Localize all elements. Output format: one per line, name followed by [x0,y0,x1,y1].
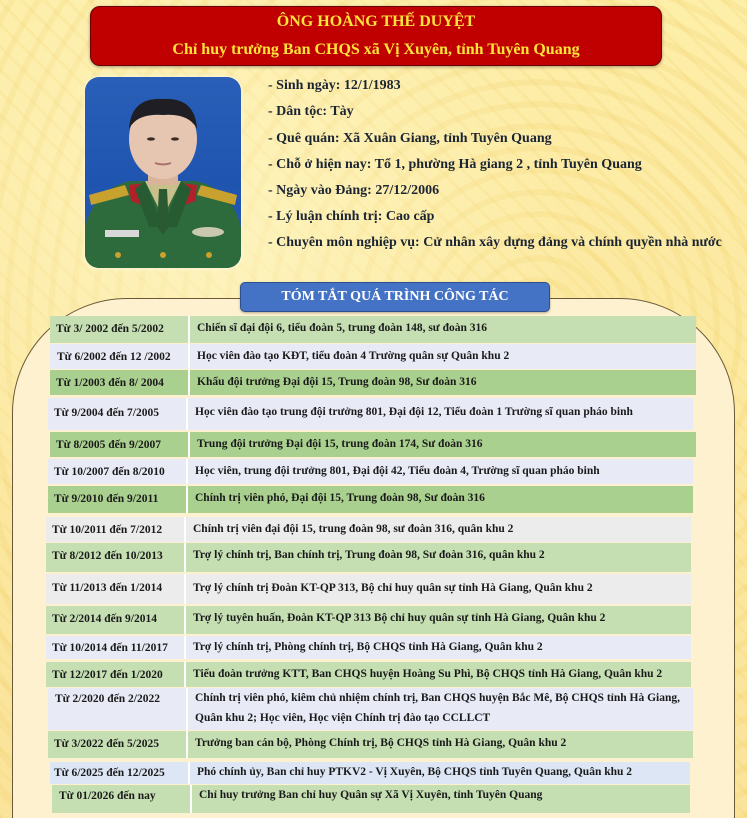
career-row [46,543,691,572]
career-row [48,459,693,484]
career-role-continued: Quân khu 2; Học viên, Học viện Chính trị đào tạo CCLLCT [195,712,491,724]
career-period: Từ 10/2014 đến 11/2017 [46,636,186,659]
career-period: Từ 2/2020 đến 2/2022 [48,688,188,730]
career-role: Chiến sĩ đại đội 6, tiểu đoàn 5, trung đoàn 148, sư đoàn 316 [197,322,487,334]
career-row [50,762,690,784]
career-period: Từ 9/2004 đến 7/2005 [48,398,188,430]
career-role: Học viên, trung đội trưởng 801, Đại đội 42, Tiểu đoàn 4, Trường sĩ quan pháo binh [195,465,600,477]
career-role: Trợ lý chính trị, Phòng chính trị, Bộ CHQS tỉnh Hà Giang, Quân khu 2 [193,641,543,653]
career-period: Từ 1/2003 đến 8/ 2004 [50,370,190,395]
career-role-multiline [188,688,693,730]
detail-political-theory: - Lý luận chính trị: Cao cấp [268,209,435,224]
career-role: Học viên đào tạo KĐT, tiểu đoàn 4 Trường quân sự Quân khu 2 [197,350,510,362]
career-row [46,662,691,687]
career-role: Trợ lý tuyên huấn, Đoàn KT-QP 313 Bộ chỉ huy quân sự tỉnh Hà Giang, Quân khu 2 [193,612,606,624]
career-period: Từ 01/2026 đến nay [52,785,192,813]
career-role: Trưởng ban cán bộ, Phòng Chính trị, Bộ CHQS tỉnh Hà Giang, Quân khu 2 [195,737,567,749]
career-period: Từ 2/2014 đến 9/2014 [46,606,186,634]
detail-residence: - Chỗ ở hiện nay: Tổ 1, phường Hà giang 2 , tỉnh Tuyên Quang [268,157,642,172]
career-period: Từ 10/2011 đến 7/2012 [46,517,186,542]
career-period: Từ 12/2017 đến 1/2020 [46,662,186,687]
career-row [52,785,690,813]
career-role: Chỉ huy trưởng Ban chỉ huy Quân sự Xã Vị Xuyên, tỉnh Tuyên Quang [199,789,543,801]
career-role: Trợ lý chính trị, Ban chính trị, Trung đoàn 98, Sư đoàn 316, quân khu 2 [193,549,545,561]
career-period: Từ 10/2007 đến 8/2010 [48,459,188,484]
career-row [46,636,691,659]
career-period: Từ 6/2025 đến 12/2025 [50,762,190,784]
career-heading: TÓM TẮT QUÁ TRÌNH CÔNG TÁC [240,282,550,312]
career-period: Từ 11/2013 đến 1/2014 [46,574,186,604]
career-row [46,517,691,542]
career-row [46,606,691,634]
career-row [48,486,693,513]
career-row [50,370,696,395]
career-role: Tiểu đoàn trưởng KTT, Ban CHQS huyện Hoàng Su Phì, Bộ CHQS tỉnh Hà Giang, Quân khu 2 [193,668,663,680]
career-period: Từ 6/2002 đến 12 /2002 [50,344,190,369]
career-role: Học viên đào tạo trung đội trưởng 801, Đại đội 12, Tiểu đoàn 1 Trường sĩ quan pháo binh [195,406,633,418]
career-row [48,398,693,430]
career-row [46,574,691,604]
career-period: Từ 8/2005 đến 9/2007 [50,432,190,457]
career-role: Khẩu đội trưởng Đại đội 15, Trung đoàn 98, Sư đoàn 316 [197,376,477,388]
person-position: Chỉ huy trưởng Ban CHQS xã Vị Xuyên, tỉnh Tuyên Quang [172,41,580,58]
career-row [50,344,696,369]
career-role: Trợ lý chính trị Đoàn KT-QP 313, Bộ chỉ huy quân sự tỉnh Hà Giang, Quân khu 2 [193,582,593,594]
title-banner [90,6,662,66]
detail-profession: - Chuyên môn nghiệp vụ: Cử nhân xây dựng đảng và chính quyền nhà nước [268,235,722,250]
career-role: Chính trị viên phó, Đại đội 15, Trung đoàn 98, Sư đoàn 316 [195,492,485,504]
career-role: Chính trị viên phó, kiêm chủ nhiệm chính trị, Ban CHQS huyện Bắc Mê, Bộ CHQS tỉnh Hà Giang, [195,692,680,704]
career-period: Từ 9/2010 đến 9/2011 [48,486,188,513]
career-row [48,688,693,730]
career-role: Chính trị viên đại đội 15, trung đoàn 98, sư đoàn 316, quân khu 2 [193,523,514,535]
career-row [50,316,696,343]
portrait-photo [85,77,241,268]
person-name: ÔNG HOÀNG THẾ DUYỆT [276,13,476,30]
detail-hometown: - Quê quán: Xã Xuân Giang, tỉnh Tuyên Quang [268,131,552,146]
career-row [50,432,696,457]
career-role: Trung đội trưởng Đại đội 15, trung đoàn 174, Sư đoàn 316 [197,438,483,450]
career-role: Phó chính ủy, Ban chỉ huy PTKV2 - Vị Xuyên, Bộ CHQS tỉnh Tuyên Quang, Quân khu 2 [197,766,633,778]
detail-party-join-date: - Ngày vào Đảng: 27/12/2006 [268,183,440,198]
career-period: Từ 8/2012 đến 10/2013 [46,543,186,572]
portrait-illustration [85,77,241,268]
career-period: Từ 3/2022 đến 5/2025 [48,731,188,758]
career-period: Từ 3/ 2002 đến 5/2002 [50,316,190,343]
detail-birth-date: - Sinh ngày: 12/1/1983 [268,78,401,93]
detail-ethnicity: - Dân tộc: Tày [268,104,354,119]
career-row [48,731,693,758]
